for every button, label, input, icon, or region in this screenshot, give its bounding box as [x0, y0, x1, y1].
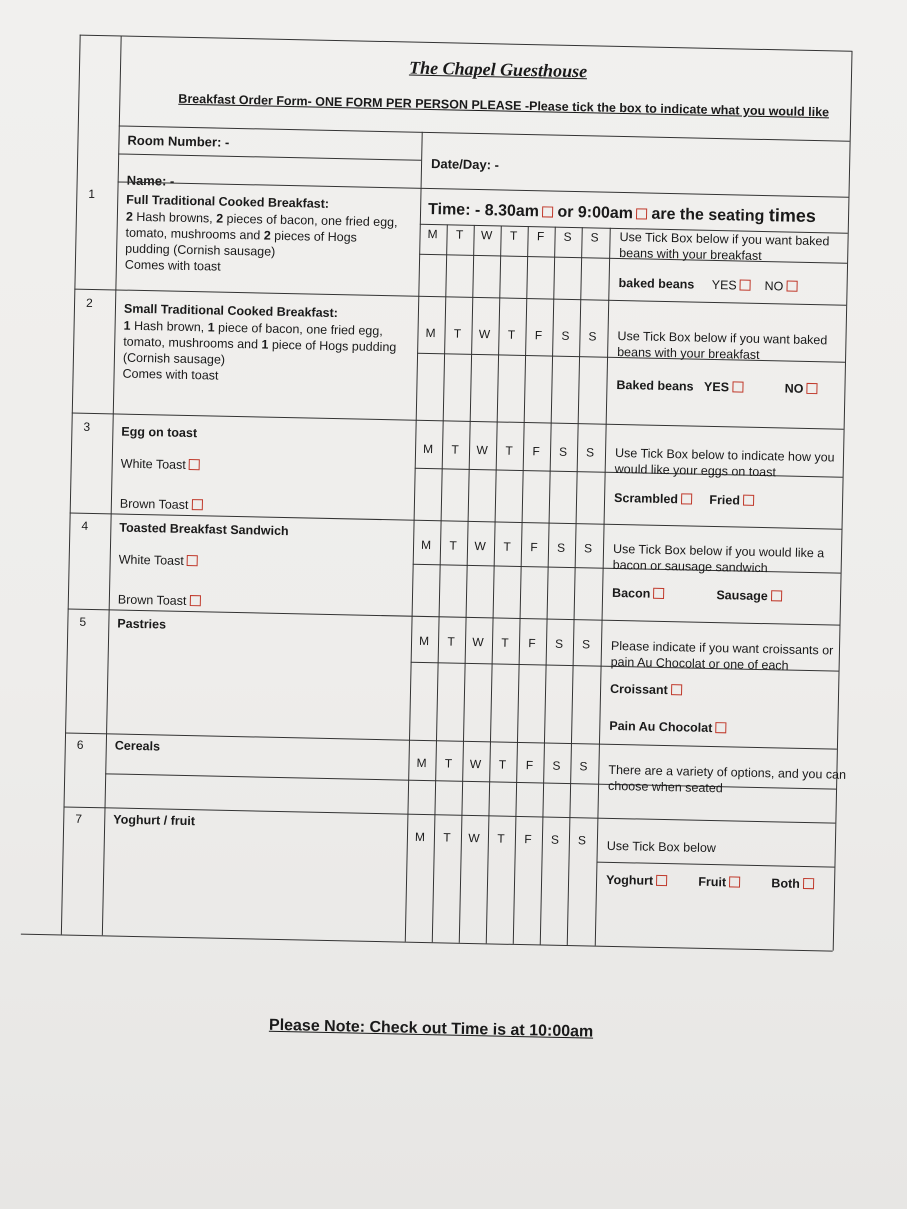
day-label: F	[536, 229, 545, 244]
option-white-toast	[119, 552, 198, 570]
day-label: S	[550, 832, 560, 847]
white-toast-label: White Toast	[120, 456, 186, 472]
day-label: M	[418, 633, 430, 649]
day-label: M	[422, 441, 434, 457]
option-yes-label: YES	[703, 379, 730, 395]
tickbox-white-toast[interactable]	[187, 555, 198, 566]
brown-toast-label: Brown Toast	[119, 496, 189, 513]
day-label: T	[497, 831, 505, 846]
row-desc-line: tomato, mushrooms and 2 pieces of Hogs	[125, 225, 358, 245]
instruction-line: There are a variety of options, and you can	[608, 762, 847, 782]
day-label: W	[474, 539, 486, 554]
tickbox-sausage[interactable]	[771, 590, 782, 601]
row-desc-line: tomato, mushrooms and 1 piece of Hogs pudding	[123, 334, 397, 355]
day-label: F	[525, 758, 534, 773]
day-label: S	[590, 230, 599, 245]
tickbox-yes[interactable]	[740, 280, 751, 291]
option-croissant-label: Croissant	[609, 681, 668, 698]
tickbox-830[interactable]	[542, 206, 553, 217]
day-label: W	[468, 830, 480, 846]
day-label: W	[480, 228, 493, 243]
checkout-note: Please Note: Check out Time is at 10:00am	[268, 1016, 594, 1041]
day-label: W	[469, 756, 482, 772]
form-title: The Chapel Guesthouse	[408, 57, 588, 82]
row-title: Toasted Breakfast Sandwich	[119, 520, 289, 539]
row-desc-line: pudding (Cornish sausage)	[125, 241, 276, 259]
option-fried-label: Fried	[709, 492, 741, 508]
instruction-line: pain Au Chocolat or one of each	[610, 654, 789, 673]
option-label: Baked beans	[616, 377, 694, 394]
day-label: T	[509, 228, 518, 243]
row-number: 3	[83, 419, 91, 434]
date-day-label: Date/Day: -	[430, 156, 500, 173]
row-title: Full Traditional Cooked Breakfast:	[126, 192, 330, 211]
day-label: F	[528, 636, 536, 651]
option-croissant	[610, 681, 682, 699]
tickbox-bacon[interactable]	[653, 588, 664, 599]
instruction-line: Use Tick Box below	[606, 838, 717, 856]
option-scrambled-label: Scrambled	[613, 490, 679, 507]
day-label: T	[451, 442, 459, 457]
row-desc-line: 1 Hash brown, 1 piece of bacon, one fried egg,	[123, 318, 383, 339]
option-group	[618, 275, 797, 295]
option-both-label: Both	[771, 876, 800, 891]
day-label: W	[476, 443, 488, 458]
time-times-word: times	[768, 205, 817, 227]
option-brown-toast	[120, 496, 203, 514]
option-pain-label: Pain Au Chocolat	[609, 718, 713, 736]
brown-toast-label: Brown Toast	[117, 592, 187, 608]
day-label: M	[416, 755, 427, 771]
room-divider	[118, 153, 421, 160]
row-title: Egg on toast	[121, 424, 198, 441]
day-label: S	[579, 759, 588, 774]
day-label: T	[505, 443, 513, 458]
tickbox-scrambled[interactable]	[681, 493, 692, 504]
day-label: T	[503, 539, 511, 554]
day-label: S	[558, 444, 568, 459]
white-toast-label: White Toast	[118, 552, 184, 568]
tickbox-fried[interactable]	[743, 495, 754, 506]
day-label: T	[444, 756, 453, 771]
row-number: 2	[85, 295, 93, 310]
instruction-line: Use Tick Box below if you would like a	[612, 541, 825, 561]
row-title: Small Traditional Cooked Breakfast:	[123, 301, 339, 321]
day-label: S	[581, 637, 591, 652]
tickbox-no[interactable]	[806, 383, 817, 394]
day-label: F	[532, 444, 540, 459]
frame-left-line	[61, 35, 81, 935]
tickbox-white-toast[interactable]	[189, 459, 200, 470]
row-number: 4	[81, 518, 89, 533]
option-brown-toast	[118, 592, 201, 610]
row-desc-line: Comes with toast	[124, 257, 221, 274]
instruction-line: choose when seated	[607, 778, 723, 796]
tickbox-both[interactable]	[803, 878, 814, 889]
day-label: T	[455, 227, 464, 242]
day-label: S	[583, 541, 593, 556]
option-yes-label: YES	[711, 277, 737, 293]
day-label: F	[530, 540, 538, 555]
tickbox-brown-toast[interactable]	[189, 595, 200, 606]
option-pain-au-chocolat	[609, 718, 726, 737]
row-number: 1	[88, 186, 96, 201]
instruction-line: beans with your breakfast	[619, 245, 762, 263]
tickbox-brown-toast[interactable]	[191, 499, 202, 510]
day-label: T	[453, 326, 462, 341]
room-number-label: Room Number: -	[127, 132, 230, 150]
row-title: Cereals	[114, 738, 161, 754]
option-group	[614, 490, 754, 509]
instruction-line: would like your eggs on toast	[614, 461, 777, 480]
row-title: Yoghurt / fruit	[113, 812, 196, 829]
day-label: T	[447, 634, 455, 649]
option-label: baked beans	[618, 275, 695, 292]
option-no-label: NO	[784, 381, 804, 396]
row-number: 6	[76, 737, 84, 752]
day-label: M	[414, 829, 426, 845]
row-divider	[68, 608, 840, 625]
day-label: F	[534, 328, 543, 343]
number-column-line	[102, 35, 122, 935]
day-label: S	[588, 329, 597, 344]
day-label: T	[507, 327, 516, 342]
option-group	[606, 872, 814, 893]
time-prefix: Time: - 8.30am	[427, 200, 540, 221]
instruction-line: Use Tick Box below to indicate how you	[614, 445, 835, 465]
day-label: M	[420, 537, 432, 553]
frame-right-line	[833, 51, 853, 951]
day-label: S	[556, 540, 566, 555]
time-suffix: are the seating	[651, 205, 765, 226]
option-yoghurt-label: Yoghurt	[605, 872, 654, 888]
instruction-line: beans with your breakfast	[617, 344, 760, 362]
row-number: 5	[79, 614, 87, 629]
option-no-label: NO	[764, 279, 784, 294]
tickbox-no[interactable]	[786, 280, 797, 291]
tickbox-yes[interactable]	[732, 381, 743, 392]
day-label: S	[563, 229, 572, 244]
option-group	[616, 377, 817, 398]
day-label: T	[501, 635, 509, 650]
row-desc-line: (Cornish sausage)	[122, 350, 226, 367]
day-label: W	[478, 327, 491, 342]
day-label: T	[449, 538, 457, 553]
row-desc-line: Comes with toast	[122, 366, 219, 383]
tickbox-fruit[interactable]	[729, 876, 740, 887]
time-or: or 9:00am	[557, 203, 634, 223]
option-group	[612, 585, 782, 605]
tickbox-yoghurt[interactable]	[656, 875, 667, 886]
day-label: T	[443, 830, 451, 845]
frame-bottom-line	[21, 934, 833, 952]
instruction-line: Please indicate if you want croissants or	[610, 638, 834, 658]
option-white-toast	[121, 456, 200, 474]
form-subtitle: Breakfast Order Form- ONE FORM PER PERSON PLEASE -Please tick the box to indicate what you would like	[178, 91, 830, 120]
instruction-line: bacon or sausage sandwich	[612, 557, 768, 576]
day-label: F	[524, 832, 532, 847]
frame-top-line	[80, 35, 852, 52]
day-label: S	[585, 445, 595, 460]
option-bacon-label: Bacon	[611, 585, 651, 601]
row-number: 7	[75, 811, 83, 826]
day-label: S	[554, 636, 564, 651]
instruction-line: Use Tick Box below if you want baked	[619, 229, 830, 249]
day-label: S	[577, 833, 587, 848]
tickbox-900[interactable]	[636, 208, 647, 219]
instruction-line: Use Tick Box below if you want baked	[617, 328, 828, 348]
day-label: S	[561, 328, 570, 343]
day-label: S	[552, 758, 561, 773]
option-sausage-label: Sausage	[716, 588, 768, 604]
name-label: Name: -	[126, 172, 175, 189]
day-label: W	[472, 634, 484, 650]
row-desc-line: 2 Hash browns, 2 pieces of bacon, one fried egg,	[125, 209, 398, 230]
option-fruit-label: Fruit	[698, 874, 727, 890]
day-label: M	[425, 325, 436, 341]
breakfast-order-form	[28, 20, 907, 1078]
day-subheader-line	[596, 862, 834, 868]
seating-times-line	[428, 200, 816, 226]
tickbox-pain-au-chocolat[interactable]	[715, 722, 726, 733]
tickbox-croissant[interactable]	[671, 684, 682, 695]
day-label: T	[498, 757, 507, 772]
day-label: M	[427, 226, 438, 242]
row-title: Pastries	[117, 616, 167, 632]
